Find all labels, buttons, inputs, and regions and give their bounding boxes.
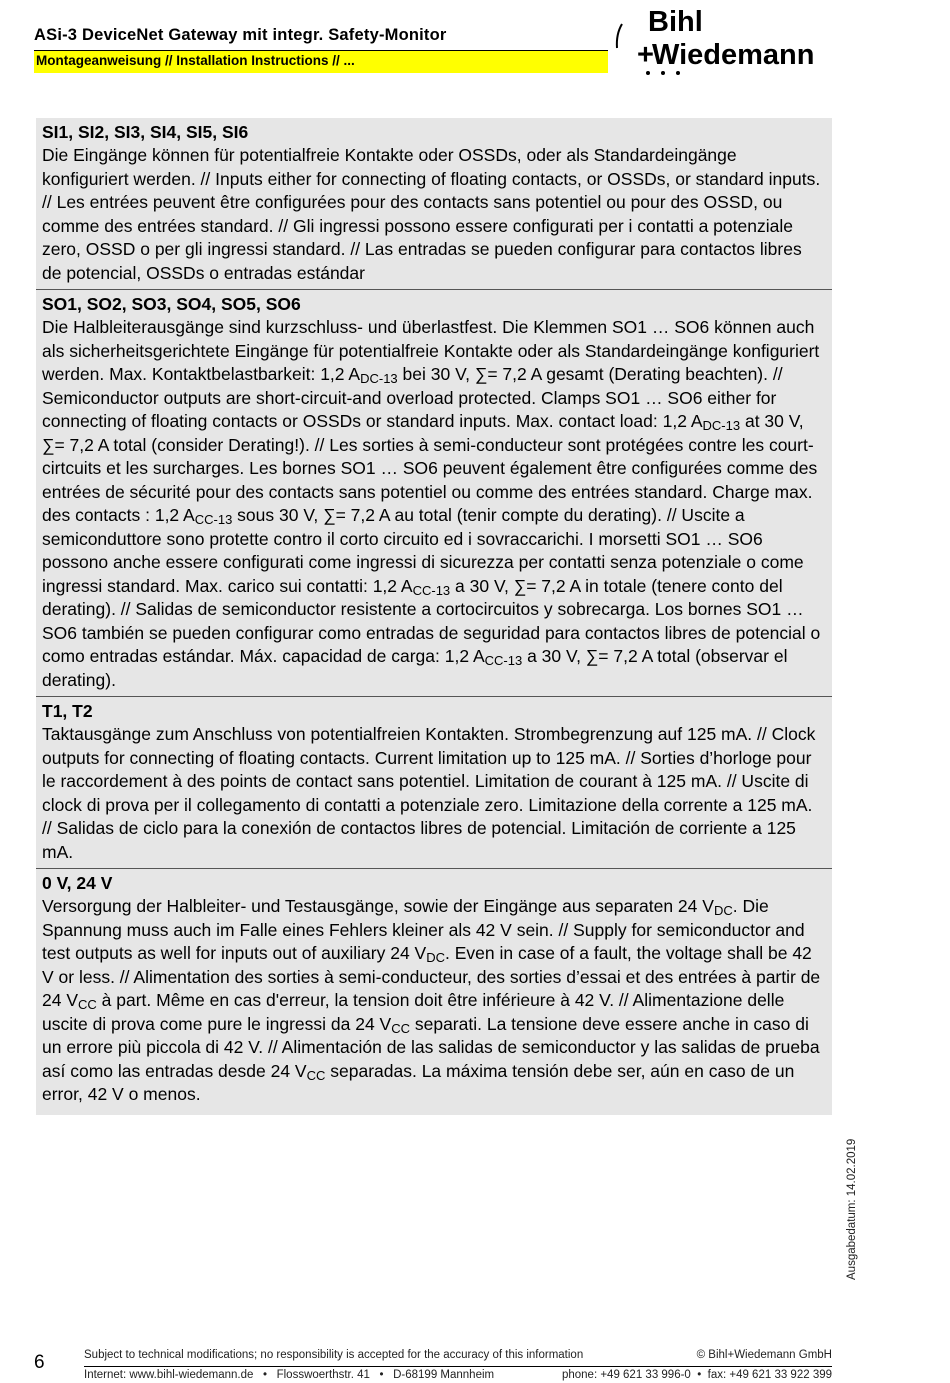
logo-text-wiedemann: Wiedemann [652, 39, 815, 71]
section-title: SO1, SO2, SO3, SO4, SO5, SO6 [42, 294, 301, 314]
footer-contact: phone: +49 621 33 996-0 • fax: +49 621 33 922 399 [561, 1369, 832, 1381]
section-title: T1, T2 [42, 701, 93, 721]
page-number: 6 [34, 1352, 45, 1373]
company-logo [612, 6, 837, 80]
footer-disclaimer-row [84, 1349, 832, 1361]
section-power-supply [36, 869, 832, 1115]
terminal-description-table [36, 118, 832, 1115]
footer-address-row [84, 1369, 832, 1381]
footer-disclaimer: Subject to technical modifications; no responsibility is accepted for the accuracy of this information [84, 1349, 584, 1361]
footer-address: Internet: www.bihl-wiedemann.de • Flosswoerthstr. 41 • D-68199 Mannheim [84, 1369, 495, 1381]
section-text: Die Eingänge können für potentialfreie Kontakte oder OSSDs, oder als Standardeingänge konfiguriert werden. // Inputs either for connecting of floating contacts, or OSSDs, or standard inputs. // Les entrées peuvent être configurées pour des contacts sans potentiel ou pour des OSSD, ou comme des entrées standard. // Gli ingressi possono essere configurati per i contatti a potenziale zero, OSSD o per gli ingressi standard. // Las entradas se pueden configurar para contactos libres de potencial, OSSDs o entradas estándar [42, 145, 821, 283]
document-subtitle: Montageanweisung // Installation Instructions // ... [34, 51, 608, 73]
section-safety-outputs [36, 290, 832, 697]
section-title: SI1, SI2, SI3, SI4, SI5, SI6 [42, 122, 249, 142]
footer-copyright: © Bihl+Wiedemann GmbH [696, 1349, 832, 1361]
section-text: Die Halbleiterausgänge sind kurzschluss- und überlastfest. Die Klemmen SO1 … SO6 können auch als sicherheitsgerichtete Eingänge für potentialfreie Kontakte oder als Standardeingänge konfiguriert werden. Max. Kontaktbelastbarkeit: 1,2 $A_{DC-13}$ bei 30 V, ∑= 7,2 A gesamt (Derating beachten). // Semiconductor outputs are short-circuit-and overload protected. Clamps SO1 … SO6 either for connecting of floating contacts or OSSDs or standard inputs. Max. contact load: 1,2 $A_{DC-13}$ at 30 V, ∑= 7,2 A total (consider Derating!). // Les sorties à semi-conducteur sont protégées contre les court-cirtcuits et les surcharges. Les bornes SO1 … SO6 peuvent également être configurées comme des entrées de sécurité pour des contacts sans potentiel ou comme des entrées standard. Charge max. des contacts : 1,2 $A_{CC-13}$ sous 30 V, ∑= 7,2 A au total (tenir compte du derating). // Uscite a semiconduttore sono protette contro il corto circuito ed i sovraccarichi. I morsetti SO1 … SO6 possono anche essere configurati come ingressi di sicurezza per contatti senza potenziale o come ingressi standard. Max. carico sui contatti: 1,2 $A_{CC-13}$ a 30 V, ∑= 7,2 A in totale (tenere conto del derating). // Salidas de semiconductor resistente a cortocircuitos y sobrecarga. Los bornes SO1 … SO6 también se pueden configurar como entradas de seguridad para contactos libres de potencial o como entradas estándar. Máx. capacidad de carga: 1,2 $A_{CC-13}$ a 30 V, ∑= 7,2 A total (observar el derating). [42, 317, 821, 690]
logo-text-bihl: Bihl [648, 6, 703, 38]
logo-plus: + [637, 39, 654, 71]
footer-divider [84, 1366, 832, 1367]
issue-date: Ausgabedatum: 14.02.2019 [846, 1138, 858, 1280]
section-safety-inputs [36, 118, 832, 290]
section-clock-outputs [36, 697, 832, 869]
section-text: Taktausgänge zum Anschluss von potentialfreien Kontakten. Strombegrenzung auf 125 mA. // Clock outputs for connecting of floating contacts. Current limitation up to 125 mA. // Sorties d’horloge pour le raccordement à des points de contact sans potentiel. Limitation de courant à 125 mA. // Uscite di clock di prova per il collegamento di contatti a potenziale zero. Limitazione della corrente a 125 mA. // Salidas de ciclo para la conexión de contactos libres de potencial. Limitación de corriente a 125 mA. [42, 724, 816, 862]
section-text: Versorgung der Halbleiter- und Testausgänge, sowie der Eingänge aus separaten 24 $V_{DC}$. Die Spannung muss auch im Falle eines Fehlers kleiner als 42 V sein. // Supply for semiconductor and test outputs as well for inputs out of auxiliary 24 $V_{DC}$. Even in case of a fault, the voltage shall be 42 V or less. // Alimentation des sorties à semi-conducteur, des sorties d’essai et des entrées à partir de 24 $V_{CC}$ à part. Même en cas d'erreur, la tension doit être inférieure à 42 V. // Alimentazione delle uscite di prova come pure le ingressi da 24 $V_{CC}$ separati. La tensione deve essere anche in caso di un errore più piccola di 42 V. // Alimentación de las salidas de semiconductor y las salidas de prueba así como las entradas desde 24 $V_{CC}$ separadas. La máxima tensión debe ser, aún en caso de un error, 42 V o menos. [42, 896, 821, 1104]
document-title: ASi-3 DeviceNet Gateway mit integr. Safety-Monitor [34, 26, 447, 44]
section-title: 0 V, 24 V [42, 873, 113, 893]
